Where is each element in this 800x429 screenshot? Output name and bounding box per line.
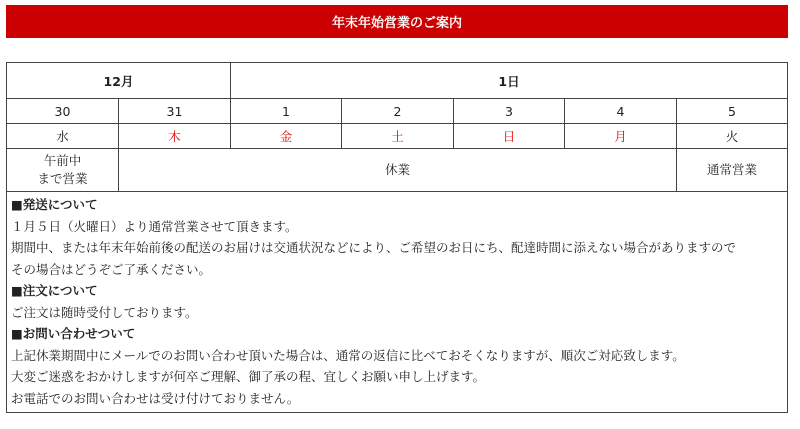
status-row (7, 149, 788, 192)
month-cell-december: 12月 (7, 63, 231, 99)
month-row (7, 63, 788, 99)
weekday-cell-holiday: 木 (119, 124, 231, 149)
weekday-cell-holiday: 土 (342, 124, 454, 149)
day-cell: 2 (342, 99, 454, 124)
orders-line: ご注文は随時受付しております。 (11, 304, 198, 320)
day-cell: 3 (454, 99, 565, 124)
status-half-day-line2: まで営業 (37, 171, 88, 186)
inquiry-line: 上記休業期間中にメールでのお問い合わせ頂いた場合は、通常の返信に比べておそくなりますが、順次ご対応致します。 (11, 347, 685, 363)
weekday-cell-holiday: 日 (454, 124, 565, 149)
status-cell-open: 通常営業 (677, 149, 788, 192)
status-cell-closed: 休業 (119, 149, 677, 192)
orders-section-title: ■注文について (11, 283, 98, 298)
inquiry-line: お電話でのお問い合わせは受け付けておりません。 (11, 390, 300, 406)
page-title-banner (6, 5, 788, 38)
day-cell: 4 (565, 99, 677, 124)
weekday-cell-holiday: 月 (565, 124, 677, 149)
inquiry-line: 大変ご迷惑をおかけしますが何卒ご理解、御了承の程、宜しくお願い申し上げます。 (11, 369, 486, 384)
weekday-row (7, 124, 788, 149)
weekday-cell-holiday: 金 (231, 124, 342, 149)
notes-row (7, 192, 788, 413)
weekday-cell: 水 (7, 124, 119, 149)
shipping-line: １月５日（火曜日）より通常営業させて頂きます。 (11, 218, 298, 234)
inquiry-section-title: ■お問い合わせついて (11, 326, 136, 341)
shipping-line: 期間中、または年末年始前後の配送のお届けは交通状況などにより、ご希望のお日にち、配達時間に添えない場合がありますので (11, 240, 737, 255)
shipping-section-title: ■発送について (11, 197, 98, 212)
schedule-table (6, 62, 788, 413)
day-cell: 30 (7, 99, 119, 124)
day-cell: 31 (119, 99, 231, 124)
page-title: 年末年始営業のご案内 (331, 16, 462, 31)
weekday-cell: 火 (677, 124, 788, 149)
day-cell: 5 (677, 99, 788, 124)
status-cell-half-day (7, 149, 119, 192)
day-row (7, 99, 788, 124)
month-cell-january: 1日 (231, 63, 788, 99)
status-half-day-line1: 午前中 (43, 153, 82, 168)
notes-cell (7, 192, 788, 413)
shipping-line: その場合はどうぞご了承ください。 (11, 261, 212, 277)
day-cell: 1 (231, 99, 342, 124)
